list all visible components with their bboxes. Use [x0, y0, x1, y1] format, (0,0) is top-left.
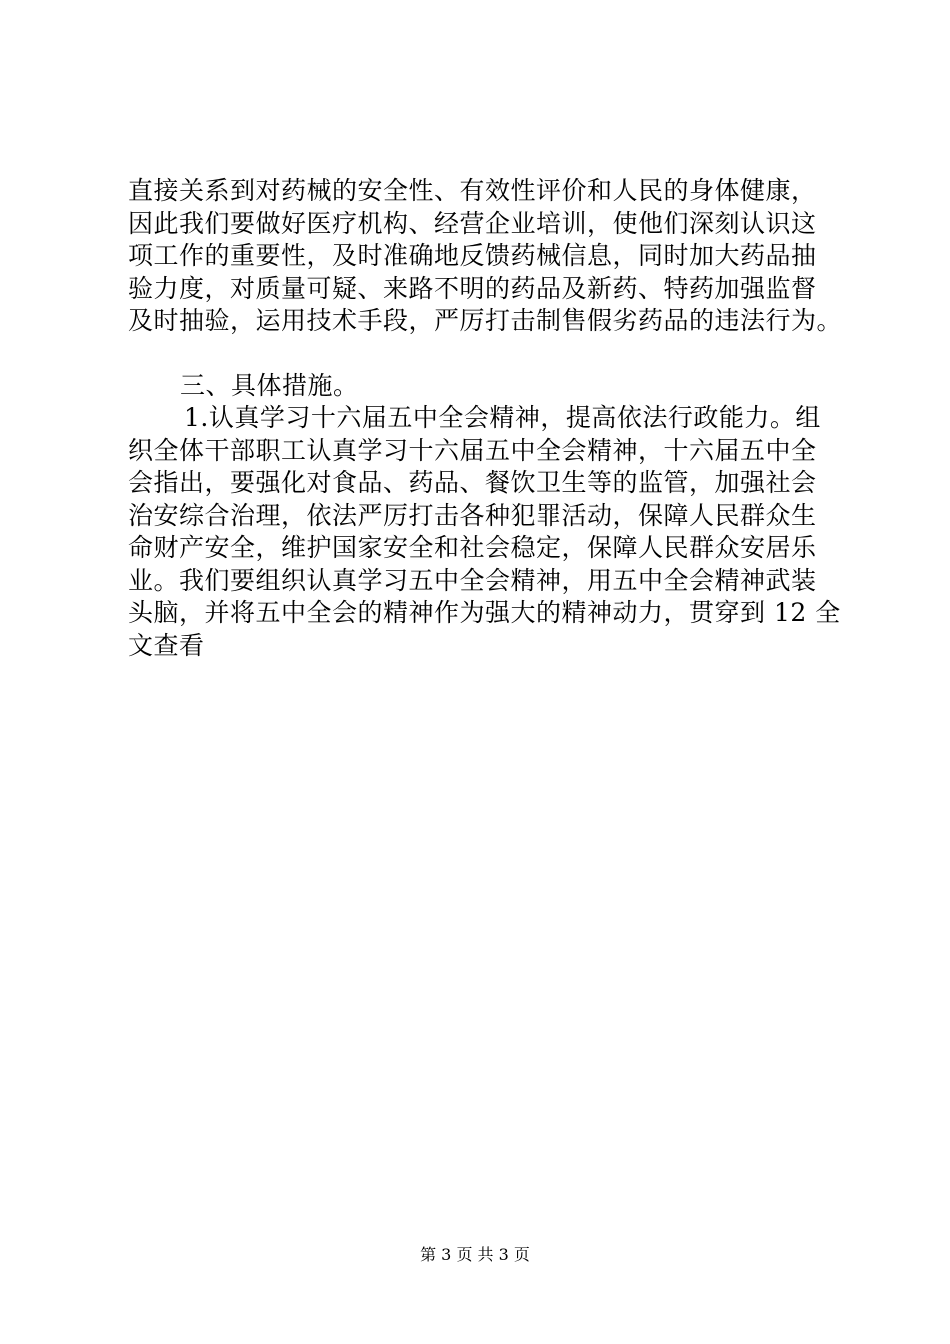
paragraph-2: [128, 402, 841, 662]
paragraph-2-line: 治安综合治理，依法严厉打击各种犯罪活动，保障人民群众生: [128, 500, 817, 530]
paragraph-1: [128, 175, 843, 338]
paragraph-1-line: 直接关系到对药械的安全性、有效性评价和人民的身体健康，: [128, 176, 817, 205]
paragraph-2-line: 文查看: [128, 630, 205, 660]
paragraph-1-line: 验力度，对质量可疑、来路不明的药品及新药、特药加强监督: [128, 273, 817, 303]
paragraph-1-line: 项工作的重要性，及时准确地反馈药械信息，同时加大药品抽: [128, 241, 817, 270]
paragraph-1-line: 及时抽验，运用技术手段，严厉打击制售假劣药品的违法行为。: [128, 306, 843, 335]
paragraph-1-line: 因此我们要做好医疗机构、经营企业培训，使他们深刻认识这: [128, 208, 817, 238]
paragraph-2-line: 织全体干部职工认真学习十六届五中全会精神，十六届五中全: [128, 435, 817, 465]
paragraph-2-line: 1.认真学习十六届五中全会精神，提高依法行政能力。组: [184, 403, 821, 432]
section-heading: 三、具体措施。: [180, 371, 359, 400]
paragraph-2-line: 头脑，并将五中全会的精神作为强大的精神动力，贯穿到 12 全: [128, 598, 841, 627]
paragraph-2-line: 业。我们要组织认真学习五中全会精神，用五中全会精神武装: [128, 565, 817, 595]
paragraph-2-line: 会指出，要强化对食品、药品、餐饮卫生等的监管，加强社会: [128, 468, 817, 497]
paragraph-2-line: 命财产安全，维护国家安全和社会稳定，保障人民群众安居乐: [128, 533, 817, 562]
page-footer: 第 3 页 共 3 页: [420, 1245, 530, 1264]
